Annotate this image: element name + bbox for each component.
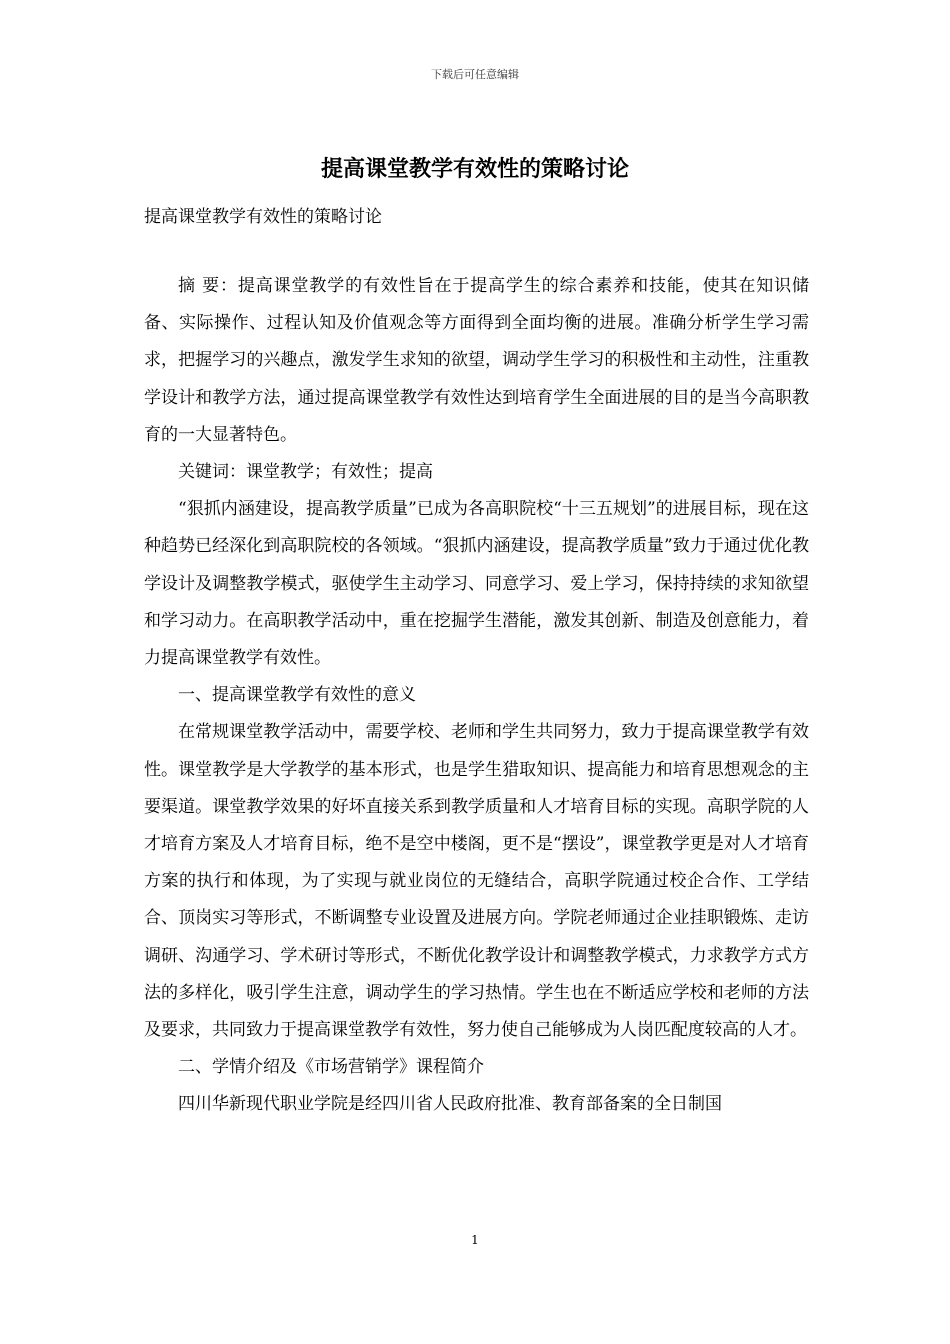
keywords-paragraph: 关键词：课堂教学；有效性；提高 (178, 462, 433, 483)
section-heading-2: 二、学情介绍及《市场营销学》课程简介 (178, 1057, 484, 1078)
abstract-paragraph: 摘 要：提高课堂教学的有效性旨在于提高学生的综合素养和技能，使其在知识储备、实际操作、过程认知及价值观念等方面得到全面均衡的进展。准确分析学生学习需求，把握学习的兴趣点，激发学生求知的欲望，调动学生学习的积极性和主动性，注重教学设计和教学方法，通过提高课堂教学有效性达到培育学生全面进展的目的是当今高职教育的一大显著特色。 (144, 276, 809, 445)
header-note: 下载后可任意编辑 (431, 68, 519, 81)
document-body (144, 268, 809, 1124)
section-2-paragraph: 四川华新现代职业学院是经四川省人民政府批准、教育部备案的全日制国 (178, 1094, 722, 1115)
document-title: 提高课堂教学有效性的策略讨论 (320, 156, 629, 182)
page-number: 1 (471, 1233, 479, 1247)
intro-paragraph: “狠抓内涵建设，提高教学质量”已成为各高职院校“十三五规划”的进展目标，现在这种趋势已经深化到高职院校的各领域。“狠抓内涵建设，提高教学质量”致力于通过优化教学设计及调整教学模式，驱使学生主动学习、同意学习、爱上学习，保持持续的求知欲望和学习动力。在高职教学活动中，重在挖掘学生潜能，激发其创新、制造及创意能力，着力提高课堂教学有效性。 (144, 499, 809, 669)
document-subtitle: 提高课堂教学有效性的策略讨论 (144, 207, 382, 227)
section-1-paragraph: 在常规课堂教学活动中，需要学校、老师和学生共同努力，致力于提高课堂教学有效性。课堂教学是大学教学的基本形式，也是学生猎取知识、提高能力和培育思想观念的主要渠道。课堂教学效果的好坏直接关系到教学质量和人才培育目标的实现。高职学院的人才培育方案及人才培育目标，绝不是空中楼阁，更不是“摆设”，课堂教学更是对人才培育方案的执行和体现，为了实现与就业岗位的无缝结合，高职学院通过校企合作、工学结合、顶岗实习等形式，不断调整专业设置及进展方向。学院老师通过企业挂职锻炼、走访调研、沟通学习、学术研讨等形式，不断优化教学设计和调整教学模式，力求教学方式方法的多样化，吸引学生注意，调动学生的学习热情。学生也在不断适应学校和老师的方法及要求，共同致力于提高课堂教学有效性，努力使自己能够成为人岗匹配度较高的人才。 (144, 722, 809, 1041)
section-heading-1: 一、提高课堂教学有效性的意义 (178, 685, 416, 706)
